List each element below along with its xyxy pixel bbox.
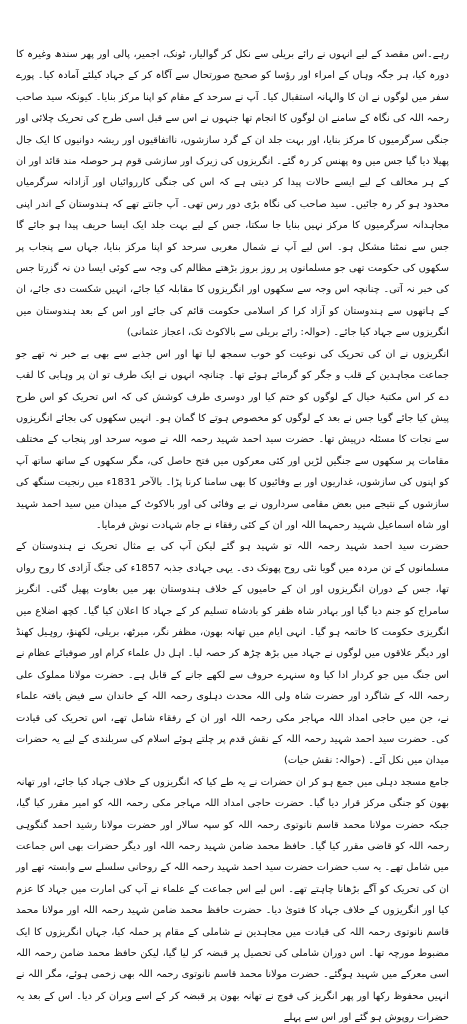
paragraph-3: حضرت سید احمد شہید رحمہ اللہ تو شہید ہو گئے لیکن آپ کی بے مثال تحریک نے ہندوستان کے مسلمانوں کے تن مردہ میں گویا نئی روح پھونک دی۔ یہی جہادی جذبہ 1857ء کی جنگ آزادی کا روح رواں تھا، جس کے دوران انگریزوں اور ان کے حامیوں کے خلاف ہندوستان بھر میں بغاوت پھیل گئی۔ انگریز سامراج کو جنم دیا گیا اور بہادر شاہ ظفر کو بادشاہ تسلیم کر کے جہاد کا اعلان کیا گیا۔ کچھ اضلاع میں انگریزی حکومت کا خاتمہ ہو گیا۔ انہی ایام میں تھانہ بھون، مظفر نگر، میرٹھ، بریلی، لکھنؤ، روہیل کھنڈ اور دیگر علاقوں میں لوگوں نے جہاد میں بڑھ چڑھ کر حصہ لیا۔ اہل دل علماء کرام اور صوفیائے عظام نے اس جنگ میں جو کردار ادا کیا وہ سنہرے حروف سے لکھے جانے کے قابل ہے۔ حضرت مولانا مملوک علی رحمہ اللہ کے شاگرد اور حضرت شاہ ولی اللہ محدث دہلوی رحمہ اللہ کے خاندان سے فیض یافتہ علماء نے، جن میں حاجی امداد اللہ مہاجر مکی رحمہ اللہ اور ان کے رفقاء شامل تھے، اس تحریک کی قیادت کی۔ حضرت سید احمد شہید رحمہ اللہ کے نقش قدم پر چلتے ہوئے اسلام کی سربلندی کے لیے یہ حضرات میدان میں نکل آئے۔ (حوالہ: نقش حیات) bbox=[16, 541, 449, 767]
paragraph-1: رہے۔اس مقصد کے لیے انہوں نے رائے بریلی سے نکل کر گوالیار، ٹونک، اجمیر، پالی اور پھر سندھ وغیرہ کا دورہ کیا، ہر جگہ وہاں کے امراء اور رؤسا کو صحیح صورتحال سے آگاہ کر کے جہاد کیلئے آمادہ کیا۔ پورے سفر میں لوگوں نے ان کا والہانہ استقبال کیا۔ آپ نے سرحد کے مقام کو اپنا مرکز بنایا۔ کیونکہ سید صاحب رحمہ اللہ کی نگاہ کے سامنے ان لوگوں کا انجام تھا جنہوں نے اس سے قبل اسی طرح کی تحریک چلائی اور جنگی سرگرمیوں کا مرکز بنایا، اور بہت جلد ان کے گرد سازشوں، نااتفاقیوں اور ریشہ دوانیوں کا ایک جال پھیلا دیا گیا جس میں وہ پھنس کر رہ گئے۔ انگریزوں کی زیرک اور سازشی قوم ہر حوصلہ مند قائد اور ان کے ہر مخالف کے لیے ایسے حالات پیدا کر دیتی ہے کہ اس کی جنگی کارروائیاں اور آزادانہ سرگرمیاں محدود ہو کر رہ جائیں۔ سید صاحب کی نگاہ بڑی دور رس تھی۔ آپ جانتے تھے کہ ہندوستان کے اندر اپنی مجاہدانہ سرگرمیوں کا مرکز نہیں بنایا جا سکتا، جس کے لیے بہت جلد ایک ایسا حریف پیدا ہو جائے گا جس سے نمٹنا مشکل ہو۔ اس لیے آپ نے شمال مغربی سرحد کو اپنا مرکز بنایا، جہاں سے پنجاب پر سکھوں کی حکومت تھی جو مسلمانوں پر روز بروز بڑھتے مظالم کی وجہ سے کوئی ایسا دن نہ گزرتا جس کی خبر نہ آتی۔ چنانچہ اس وجہ سے سکھوں اور انگریزوں کا مقابلہ کیا جائے، انہیں شکست دی جائے، ان کے ہاتھوں سے ہندوستان کو آزاد کرا کر اسلامی حکومت قائم کی جائے اور اس کے بعد ہندوستان میں انگریزوں سے جہاد کیا جائے۔ (حوالہ: رائے بریلی سے بالاکوٹ تک، اعجاز عثمانی) bbox=[16, 49, 449, 339]
paragraph-2: انگریزوں نے ان کی تحریک کی نوعیت کو خوب سمجھ لیا تھا اور اس جذبے سے بھی بے خبر نہ تھے جو جماعت مجاہدین کے قلب و جگر کو گرمائے ہوئے تھا۔ چنانچہ انہوں نے ایک طرف تو ان پر وہابی کا لقب دے کر اس مکتبۂ خیال کے لوگوں کو ختم کیا اور دوسری طرف کوشش کی کہ اس تحریک کو اس طرح پیش کیا جائے گویا جس نے بعد کے لوگوں کو مخصوص ہوتے کا گمان ہو۔ انہیں سکھوں کی بجائے انگریزوں سے نجات کا مسئلہ درپیش تھا۔ حضرت سید احمد شہید رحمہ اللہ نے صوبہ سرحد اور پنجاب کے مختلف مقامات پر سکھوں سے جنگیں لڑیں اور کئی معرکوں میں فتح حاصل کی، مگر سکھوں کے ساتھ ساتھ آپ کو اپنوں کی سازشوں، غداریوں اور بے وفائیوں کا بھی سامنا کرنا پڑا۔ بالآخر 1831ء میں رنجیت سنگھ کی سازشوں کے نتیجے میں بعض مقامی سرداروں نے بے وفائی کی اور بالاکوٹ کے میدان میں سید احمد شہید اور شاہ اسماعیل شہید رحمہما اللہ اور ان کے کئی رفقاء نے جام شہادت نوش فرمایا۔ bbox=[16, 348, 449, 531]
paragraph-4: جامع مسجد دہلی میں جمع ہو کر ان حضرات نے یہ طے کیا کہ انگریزوں کے خلاف جہاد کیا جائے، اور تھانہ بھون کو جنگی مرکز قرار دیا گیا۔ حضرت حاجی امداد اللہ مہاجر مکی رحمہ اللہ کو امیر مقرر کیا گیا، جبکہ حضرت مولانا محمد قاسم نانوتوی رحمہ اللہ کو سپہ سالار اور حضرت مولانا رشید احمد گنگوہی رحمہ اللہ کو قاضی مقرر کیا گیا۔ حافظ محمد ضامن شہید رحمہ اللہ اور دیگر حضرات بھی اس جماعت میں شامل تھے۔ یہ سب حضرات حضرت سید احمد شہید رحمہ اللہ کے روحانی سلسلے سے وابستہ تھے اور ان کی تحریک کو آگے بڑھانا چاہتے تھے۔ اس لیے اس جماعت کے علماء نے آپ کی امارت میں جہاد کا عزم کیا اور انگریزوں کے خلاف جہاد کا فتویٰ دیا۔ حضرت حافظ محمد ضامن شہید رحمہ اللہ اور مولانا محمد قاسم نانوتوی رحمہ اللہ کی قیادت میں مجاہدین نے شاملی کے مقام پر حملہ کیا، جہاں انگریزوں کا ایک مضبوط مورچہ تھا۔ اس دوران شاملی کی تحصیل پر قبضہ کر لیا گیا، لیکن حافظ محمد ضامن رحمہ اللہ اسی معرکے میں شہید ہوگئے۔ حضرت مولانا محمد قاسم نانوتوی رحمہ اللہ بھی زخمی ہوئے، مگر اللہ نے انہیں محفوظ رکھا اور پھر انگریز کی فوج نے تھانہ بھون پر قبضہ کر کے اسے ویران کر دیا۔ اس کے بعد یہ حضرات روپوش ہو گئے اور اس سے پہلے bbox=[16, 776, 449, 1024]
